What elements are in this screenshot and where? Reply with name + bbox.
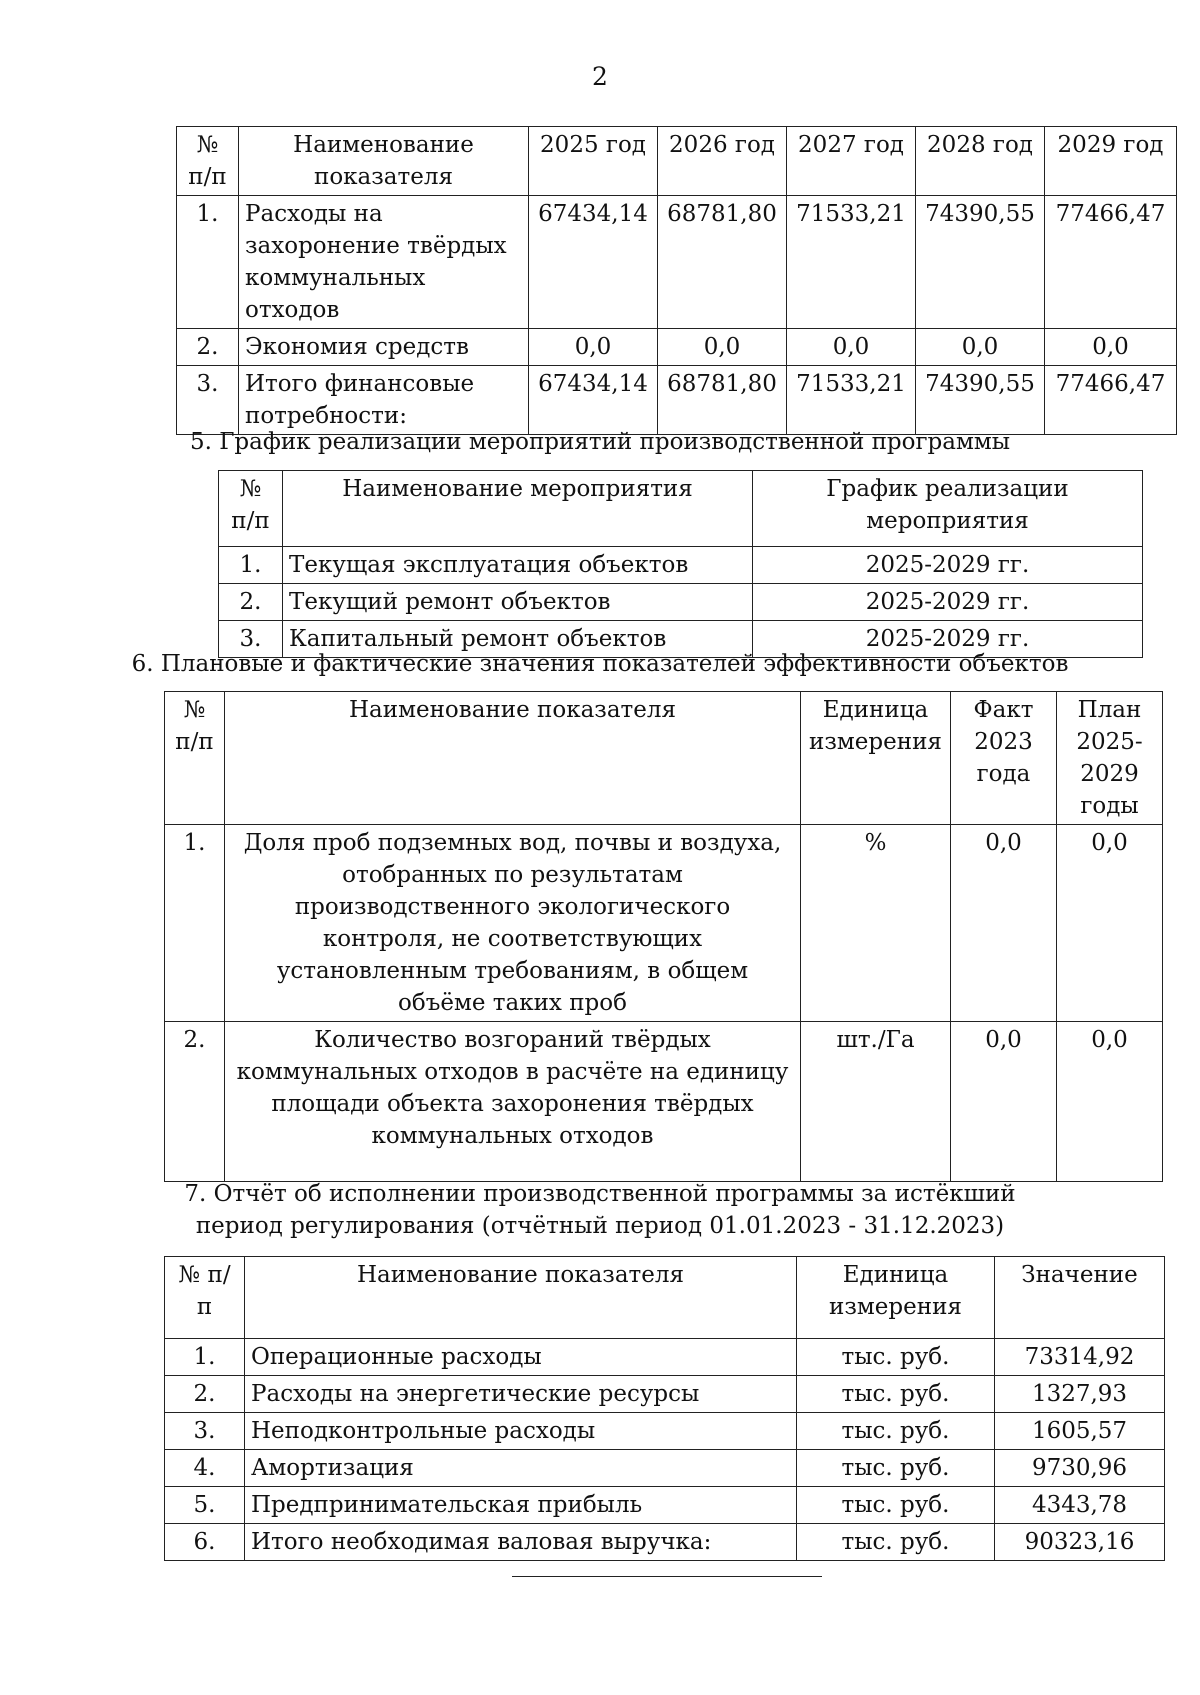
row-number: 1. xyxy=(177,196,239,329)
value-cell: 90323,16 xyxy=(995,1524,1165,1561)
row-number: 2. xyxy=(165,1376,245,1413)
table-row xyxy=(165,1339,1165,1376)
indicator-name: Операционные расходы xyxy=(245,1339,797,1376)
activity-name: Капитальный ремонт объектов xyxy=(283,621,753,658)
header-cell: № п/п xyxy=(165,692,225,825)
row-number: 6. xyxy=(165,1524,245,1561)
header-cell: 2028 год xyxy=(916,127,1045,196)
header-cell: 2026 год xyxy=(658,127,787,196)
value-cell: 67434,14 xyxy=(529,196,658,329)
unit-cell: тыс. руб. xyxy=(797,1339,995,1376)
row-number: 1. xyxy=(165,825,225,1022)
table-row xyxy=(165,1524,1165,1561)
activity-name: Текущая эксплуатация объектов xyxy=(283,547,753,584)
row-number: 3. xyxy=(165,1413,245,1450)
row-number: 2. xyxy=(177,329,239,366)
value-cell: 0,0 xyxy=(1045,329,1177,366)
value-cell: 1605,57 xyxy=(995,1413,1165,1450)
value-cell: 73314,92 xyxy=(995,1339,1165,1376)
value-cell: 71533,21 xyxy=(787,196,916,329)
table-row xyxy=(219,547,1143,584)
header-cell: Единица измерения xyxy=(797,1257,995,1339)
closing-rule xyxy=(512,1576,822,1577)
row-number: 4. xyxy=(165,1450,245,1487)
value-cell: 9730,96 xyxy=(995,1450,1165,1487)
unit-cell: тыс. руб. xyxy=(797,1450,995,1487)
table-row xyxy=(165,825,1163,1022)
row-number: 5. xyxy=(165,1487,245,1524)
header-cell: Наименование показателя xyxy=(239,127,529,196)
value-cell: 68781,80 xyxy=(658,196,787,329)
indicator-name: Расходы на энергетические ресурсы xyxy=(245,1376,797,1413)
unit-cell: тыс. руб. xyxy=(797,1376,995,1413)
value-cell: 77466,47 xyxy=(1045,196,1177,329)
unit-cell: тыс. руб. xyxy=(797,1487,995,1524)
header-cell: № п/п xyxy=(165,1257,245,1339)
activity-period: 2025-2029 гг. xyxy=(753,621,1143,658)
indicator-name: Амортизация xyxy=(245,1450,797,1487)
program-report-table xyxy=(164,1256,1165,1561)
unit-cell: тыс. руб. xyxy=(797,1413,995,1450)
row-number: 3. xyxy=(219,621,283,658)
value-cell: 0,0 xyxy=(658,329,787,366)
header-cell: План 2025-2029 годы xyxy=(1057,692,1163,825)
value-cell: 0,0 xyxy=(529,329,658,366)
financial-needs-table xyxy=(176,126,1177,435)
indicator-name: Расходы на захоронение твёрдых коммунальных отходов xyxy=(239,196,529,329)
activity-period: 2025-2029 гг. xyxy=(753,547,1143,584)
table-row xyxy=(165,1022,1163,1182)
activity-name: Текущий ремонт объектов xyxy=(283,584,753,621)
value-cell: 4343,78 xyxy=(995,1487,1165,1524)
indicator-name: Предпринимательская прибыль xyxy=(245,1487,797,1524)
unit-cell: тыс. руб. xyxy=(797,1524,995,1561)
indicator-name: Итого финансовые потребности: xyxy=(239,366,529,435)
unit-cell: шт./Га xyxy=(801,1022,951,1182)
header-cell: 2029 год xyxy=(1045,127,1177,196)
header-cell: Наименование мероприятия xyxy=(283,471,753,547)
table-row xyxy=(165,1450,1165,1487)
header-cell: Значение xyxy=(995,1257,1165,1339)
row-number: 3. xyxy=(177,366,239,435)
indicator-name: Неподконтрольные расходы xyxy=(245,1413,797,1450)
section-7-title: 7. Отчёт об исполнении производственной программы за истёкший период регулирования (отчётный период 01.01.2023 - 31.12.2023) xyxy=(184,1181,1016,1239)
section-5-title: 5. График реализации мероприятий производственной программы xyxy=(189,429,1011,455)
value-cell: 74390,55 xyxy=(916,196,1045,329)
indicator-name: Итого необходимая валовая выручка: xyxy=(245,1524,797,1561)
fact-cell: 0,0 xyxy=(951,825,1057,1022)
header-cell: Наименование показателя xyxy=(225,692,801,825)
plan-cell: 0,0 xyxy=(1057,1022,1163,1182)
value-cell: 71533,21 xyxy=(787,366,916,435)
row-number: 2. xyxy=(165,1022,225,1182)
table-header-row xyxy=(219,471,1143,547)
indicator-name: Экономия средств xyxy=(239,329,529,366)
value-cell: 74390,55 xyxy=(916,366,1045,435)
row-number: 1. xyxy=(165,1339,245,1376)
table-header-row xyxy=(177,127,1177,196)
table-header-row xyxy=(165,692,1163,825)
header-cell: 2027 год xyxy=(787,127,916,196)
table-row xyxy=(165,1376,1165,1413)
fact-cell: 0,0 xyxy=(951,1022,1057,1182)
indicator-name: Количество возгораний твёрдых коммунальных отходов в расчёте на единицу площади объекта захоронения твёрдых коммунальных отходов xyxy=(225,1022,801,1182)
table-row xyxy=(177,329,1177,366)
page-number: 2 xyxy=(592,62,608,91)
value-cell: 68781,80 xyxy=(658,366,787,435)
header-cell: Факт 2023 года xyxy=(951,692,1057,825)
plan-cell: 0,0 xyxy=(1057,825,1163,1022)
row-number: 1. xyxy=(219,547,283,584)
header-cell: № п/п xyxy=(219,471,283,547)
table-header-row xyxy=(165,1257,1165,1339)
indicator-name: Доля проб подземных вод, почвы и воздуха, отобранных по результатам производственного экологического контроля, не соответствующих установленным требованиям, в общем объёме таких проб xyxy=(225,825,801,1022)
table-row xyxy=(219,584,1143,621)
value-cell: 67434,14 xyxy=(529,366,658,435)
table-row xyxy=(165,1413,1165,1450)
header-cell: № п/п xyxy=(177,127,239,196)
unit-cell: % xyxy=(801,825,951,1022)
header-cell: График реализации мероприятия xyxy=(753,471,1143,547)
header-cell: Единица измерения xyxy=(801,692,951,825)
efficiency-indicators-table xyxy=(164,691,1163,1182)
section-6-title: 6. Плановые и фактические значения показателей эффективности объектов xyxy=(131,651,1069,677)
schedule-table xyxy=(218,470,1143,658)
row-number: 2. xyxy=(219,584,283,621)
value-cell: 0,0 xyxy=(787,329,916,366)
value-cell: 77466,47 xyxy=(1045,366,1177,435)
table-row xyxy=(177,366,1177,435)
value-cell: 1327,93 xyxy=(995,1376,1165,1413)
activity-period: 2025-2029 гг. xyxy=(753,584,1143,621)
value-cell: 0,0 xyxy=(916,329,1045,366)
header-cell: Наименование показателя xyxy=(245,1257,797,1339)
table-row xyxy=(165,1487,1165,1524)
header-cell: 2025 год xyxy=(529,127,658,196)
table-row xyxy=(177,196,1177,329)
